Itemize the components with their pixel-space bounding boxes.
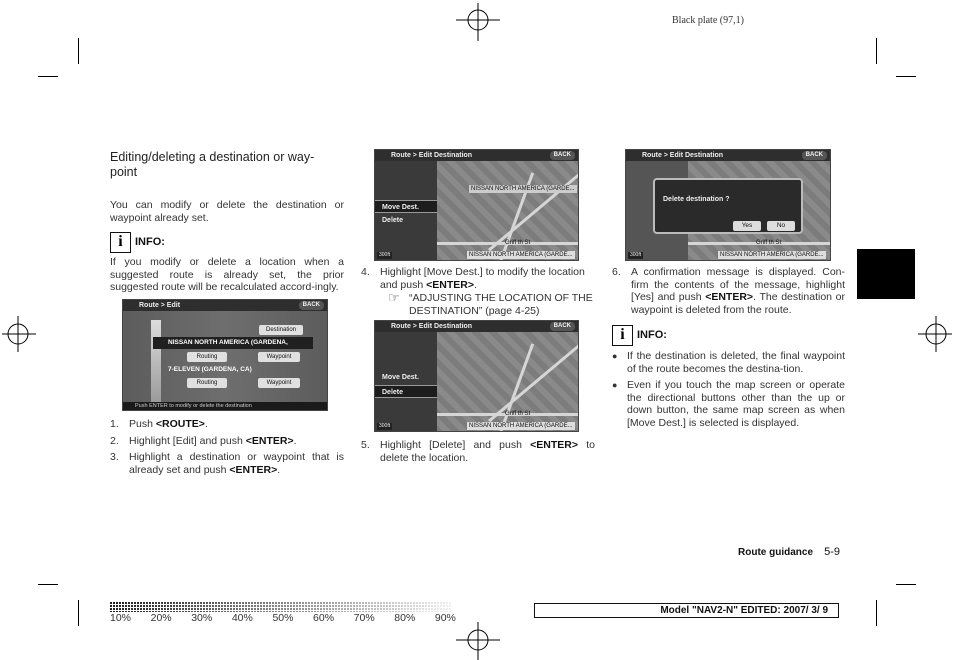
- step-key: <ENTER>: [426, 278, 474, 291]
- bullet-text: Even if you touch the map screen or operate the directional buttons other than the up or down button, the same map screen as when [Move Dest.] is selected is displayed.: [627, 379, 845, 429]
- destination-row[interactable]: [153, 337, 313, 349]
- street-label: Griff th St: [505, 411, 531, 417]
- screen-title: Route > Edit Destination: [626, 150, 830, 161]
- street-label: Griff th St: [756, 240, 782, 246]
- destination-name: NISSAN NORTH AMERICA (GARDENA,: [168, 339, 288, 346]
- model-edit-box: Model "NAV2-N" EDITED: 2007/ 3/ 9: [534, 603, 839, 618]
- info-header: [110, 232, 344, 253]
- section-name: Route guidance: [738, 547, 814, 558]
- menu-move-dest[interactable]: Move Dest.: [382, 374, 419, 381]
- gray-scale-bar: [110, 602, 452, 612]
- step-key: <ROUTE>: [155, 418, 205, 430]
- column-3-text: 6. A confirmation message is displayed. Con-firm the contents of the message, highlight [Yes] and push <ENTER>. The destination or waypoint is deleted from the route. i INFO: ● If the destination is deleted, the final waypoint of the route becomes the destina-tion. ● Even if you touch the map screen or operate the directional buttons other than the up or down button, the same map screen as when [Move Dest.] is selected is displayed.: [612, 266, 845, 429]
- address-bar: NISSAN NORTH AMERICA (GARDE...: [469, 252, 573, 258]
- waypoint-row[interactable]: [153, 364, 313, 376]
- menu-move-dest[interactable]: Move Dest.: [375, 200, 437, 213]
- screen-title: Route > Edit: [123, 300, 327, 311]
- info-paragraph: If you modify or delete a location when a suggested route is already set, the prior suggested route will be recalculated accord-ingly.: [110, 256, 344, 293]
- info-icon: i: [612, 325, 633, 346]
- gray-scale-label: 60%: [313, 612, 335, 624]
- back-button[interactable]: BACK: [802, 151, 827, 160]
- gray-scale-label: 90%: [434, 612, 456, 624]
- step-item: 2. Highlight [Edit] and push <ENTER>.: [110, 434, 297, 447]
- page-footer: [738, 546, 840, 558]
- info-icon: i: [110, 232, 131, 253]
- step-key: <ENTER>: [705, 291, 754, 303]
- destination-button[interactable]: Destination: [259, 325, 303, 335]
- info-label: INFO:: [135, 236, 165, 249]
- step-text: Highlight [Move Dest.] to modify the location and push: [380, 266, 585, 291]
- dialog-message: Delete destination ?: [663, 196, 730, 203]
- screen-title: Route > Edit Destination: [375, 150, 578, 161]
- step-text: Highlight [Edit] and push: [129, 434, 246, 447]
- step-text: Push: [129, 418, 156, 430]
- intro-paragraph: You can modify or delete the destination or waypoint already set.: [110, 199, 344, 224]
- bullet-dot-icon: ●: [612, 351, 618, 361]
- bullet-text: If the destination is deleted, the final waypoint of the route becomes the destina-tion.: [627, 350, 845, 375]
- step-number: 4.: [361, 266, 370, 278]
- steps-1-3: [110, 418, 344, 480]
- gray-scale-label: 50%: [272, 612, 294, 624]
- step-key: <ENTER>: [530, 439, 579, 451]
- step-key: <ENTER>: [245, 434, 294, 447]
- waypoint-button-1[interactable]: Waypoint: [258, 352, 300, 362]
- map-scale: 300ft: [379, 423, 391, 429]
- address-bar: NISSAN NORTH AMERICA (GARDE...: [469, 423, 573, 429]
- back-button[interactable]: BACK: [550, 151, 575, 160]
- screen-delete-confirm: [625, 149, 831, 261]
- bullet-item: [612, 379, 845, 429]
- menu-delete[interactable]: Delete: [375, 385, 437, 398]
- info-header: [612, 325, 845, 346]
- step-number: 3.: [110, 451, 119, 463]
- gray-scale-label: 70%: [353, 612, 375, 624]
- step-number: 1.: [110, 418, 119, 430]
- step-number: 2.: [110, 434, 119, 447]
- step-text: Highlight [Delete] and push: [380, 439, 531, 451]
- pointing-hand-icon: ☞: [388, 290, 400, 305]
- registration-mark-bottom: [450, 622, 506, 660]
- registration-mark-right: [916, 314, 952, 354]
- gray-scale-label: 20%: [150, 612, 172, 624]
- step-number: 6.: [612, 266, 621, 278]
- chapter-tab: [857, 249, 915, 299]
- step-4: 4. Highlight [Move Dest.] to modify the location and push <ENTER>. ☞ “ADJUSTING THE LOCATION OF THE DESTINATION” (page 4-25): [361, 266, 595, 317]
- confirm-dialog: [653, 178, 803, 234]
- plate-label: Black plate (97,1): [672, 15, 744, 26]
- back-button[interactable]: BACK: [550, 322, 575, 331]
- screen-title: Route > Edit Destination: [375, 321, 578, 332]
- step-item: 1. Push <ROUTE>.: [110, 418, 208, 430]
- step-text: Highlight a destination or waypoint that is already set and push: [129, 451, 344, 476]
- gray-scale-label: 80%: [394, 612, 416, 624]
- bullet-dot-icon: ●: [612, 380, 618, 390]
- back-button[interactable]: BACK: [299, 301, 324, 310]
- map-label: NISSAN NORTH AMERICA (GARDE...: [471, 186, 575, 192]
- routing-button-1[interactable]: Routing: [187, 352, 227, 362]
- screen-edit-destination-b: [374, 320, 579, 432]
- step-number: 5.: [361, 439, 370, 451]
- routing-button-2[interactable]: Routing: [187, 378, 227, 388]
- registration-mark-top: [450, 3, 506, 43]
- section-heading: Editing/deleting a destination or way-point: [110, 150, 315, 179]
- step-5: 5. Highlight [Delete] and push <ENTER> to delete the location.: [361, 439, 595, 464]
- gray-scale-label: 40%: [231, 612, 253, 624]
- route-progress-bar: [151, 320, 161, 404]
- step-text: A confirmation message is displayed. Con-firm the contents of the message, highlight [Yes] and push: [631, 266, 845, 303]
- yes-button[interactable]: Yes: [733, 221, 761, 231]
- page-number: 5-9: [824, 546, 840, 558]
- map-scale: 300ft: [379, 252, 391, 258]
- screen-edit-destination-a: [374, 149, 579, 261]
- gray-scale-labels: [110, 612, 456, 624]
- address-bar: NISSAN NORTH AMERICA (GARDE...: [720, 252, 824, 258]
- screen-route-edit: [122, 299, 328, 411]
- info-label: INFO:: [637, 329, 667, 342]
- step-key: <ENTER>: [229, 463, 278, 476]
- gray-scale-label: 10%: [110, 612, 132, 624]
- registration-mark-left: [2, 314, 38, 354]
- gray-scale-label: 30%: [191, 612, 213, 624]
- waypoint-button-2[interactable]: Waypoint: [258, 378, 300, 388]
- menu-delete[interactable]: Delete: [382, 217, 404, 224]
- screen-hint: Push ENTER to modify or delete the destination: [123, 402, 327, 410]
- bullet-item: [612, 350, 845, 375]
- street-label: Griff th St: [505, 240, 531, 246]
- waypoint-name: 7-ELEVEN (GARDENA, CA): [168, 366, 252, 373]
- no-button[interactable]: No: [767, 221, 795, 231]
- map-scale: 300ft: [630, 252, 642, 258]
- cross-reference-link[interactable]: “ADJUSTING THE LOCATION OF THE DESTINATION” (page 4-25): [409, 292, 593, 317]
- column-1: [110, 150, 344, 294]
- step-item: 3. Highlight a destination or waypoint that is already set and push <ENTER>.: [110, 451, 344, 476]
